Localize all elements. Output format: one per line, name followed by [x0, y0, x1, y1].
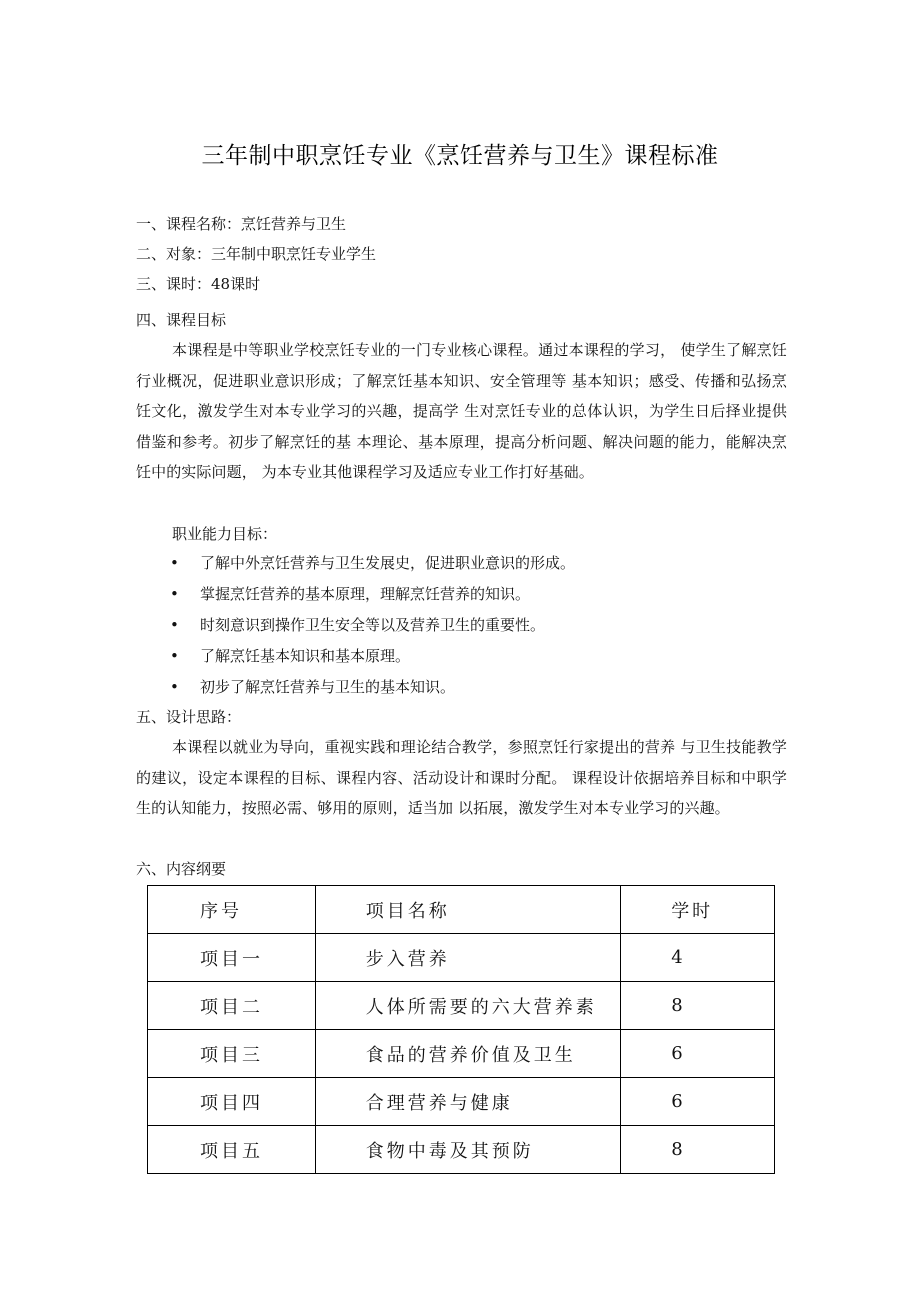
cell-number: 项目二 [148, 982, 316, 1030]
bullet-icon: • [170, 616, 179, 634]
table-row [148, 1078, 775, 1126]
cell-number: 项目一 [148, 934, 316, 982]
section-course-goals-heading: 四、课程目标 [136, 311, 227, 329]
content-outline-heading: 六、内容纲要 [136, 860, 227, 878]
ability-item [170, 584, 530, 604]
table-row [148, 982, 775, 1030]
cell-project-name: 合理营养与健康 [315, 1078, 620, 1126]
section-target-students: 二、对象：三年制中职烹饪专业学生 [136, 245, 377, 263]
column-header-project-name: 项目名称 [315, 886, 620, 934]
ability-item-text: 初步了解烹饪营养与卫生的基本知识。 [200, 678, 456, 696]
content-outline-table [147, 885, 775, 1174]
cell-project-name: 食品的营养价值及卫生 [315, 1030, 620, 1078]
cell-hours: 4 [621, 934, 775, 982]
course-goals-paragraph: 本课程是中等职业学校烹饪专业的一门专业核心课程。通过本课程的学习， 使学生了解烹饪行业概况，促进职业意识形成；了解烹饪基本知识、安全管理等 基本知识；感受、传播和弘扬烹饪文化，激发学生对本专业学习的兴趣，提高学 生对烹饪专业的总体认识，为学生日后择业提供借鉴和参考。初步了解烹饪的基 本理论、基本原理，提高分析问题、解决问题的能力，能解决烹饪中的实际问题， 为本专业其他课程学习及适应专业工作打好基础。 [136, 341, 787, 481]
ability-item [170, 615, 545, 635]
section-course-name: 一、课程名称：烹饪营养与卫生 [136, 215, 347, 233]
page-title: 三年制中职烹饪专业《烹饪营养与卫生》课程标准 [201, 143, 719, 169]
column-header-number: 序号 [148, 886, 316, 934]
table-row [148, 934, 775, 982]
ability-item-text: 了解中外烹饪营养与卫生发展史，促进职业意识的形成。 [200, 554, 576, 572]
ability-item [170, 677, 455, 697]
bullet-icon: • [170, 554, 179, 572]
design-ideas-paragraph: 本课程以就业为导向，重视实践和理论结合教学，参照烹饪行家提出的营养 与卫生技能教学的建议，设定本课程的目标、课程内容、活动设计和课时分配。 课程设计依据培养目标和中职学生的认知能力，按照必需、够用的原则，适当加 以拓展，激发学生对本专业学习的兴趣。 [136, 738, 787, 817]
table-row [148, 1126, 775, 1174]
ability-item-text: 了解烹饪基本知识和基本原理。 [200, 647, 411, 665]
cell-project-name: 食物中毒及其预防 [315, 1126, 620, 1174]
bullet-icon: • [170, 647, 179, 665]
table-header-row [148, 886, 775, 934]
cell-project-name: 步入营养 [315, 934, 620, 982]
cell-hours: 8 [621, 1126, 775, 1174]
table-row [148, 1030, 775, 1078]
cell-number: 项目四 [148, 1078, 316, 1126]
bullet-icon: • [170, 585, 179, 603]
ability-goals-heading: 职业能力目标： [172, 525, 278, 543]
cell-hours: 8 [621, 982, 775, 1030]
cell-hours: 6 [621, 1078, 775, 1126]
column-header-hours: 学时 [621, 886, 775, 934]
cell-project-name: 人体所需要的六大营养素 [315, 982, 620, 1030]
cell-hours: 6 [621, 1030, 775, 1078]
ability-item [170, 646, 410, 666]
bullet-icon: • [170, 678, 179, 696]
ability-item-text: 掌握烹饪营养的基本原理，理解烹饪营养的知识。 [200, 585, 531, 603]
cell-number: 项目五 [148, 1126, 316, 1174]
design-ideas-heading: 五、设计思路： [136, 708, 242, 726]
ability-item-text: 时刻意识到操作卫生安全等以及营养卫生的重要性。 [200, 616, 546, 634]
cell-number: 项目三 [148, 1030, 316, 1078]
ability-item [170, 553, 575, 573]
section-class-hours: 三、课时：48课时 [136, 275, 261, 293]
